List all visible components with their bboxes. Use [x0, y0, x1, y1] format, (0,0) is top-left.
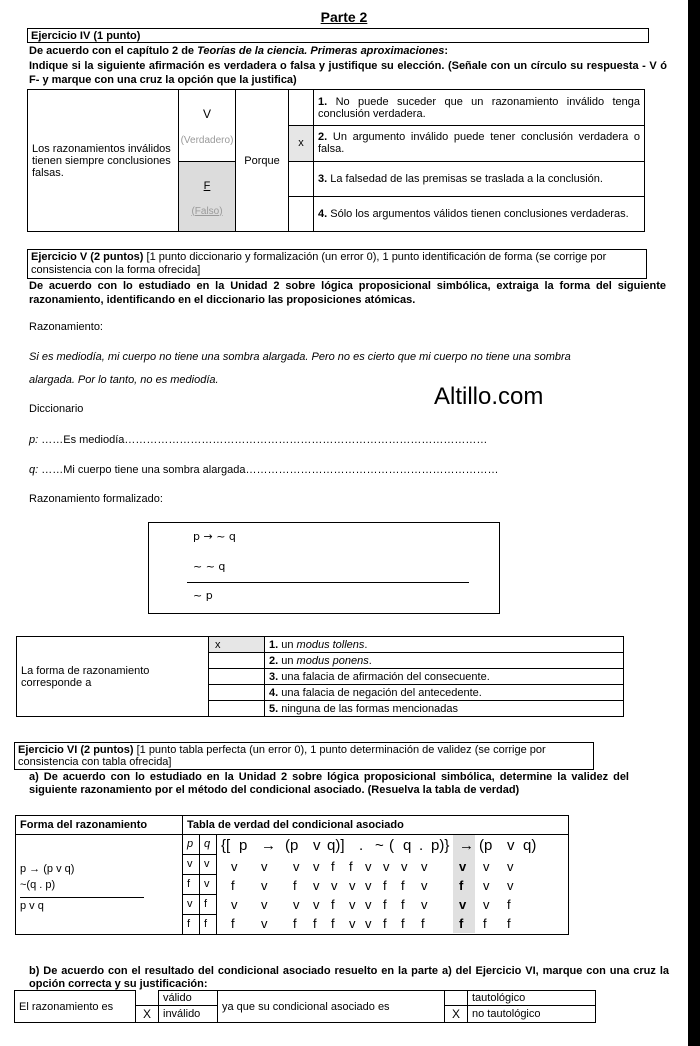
truth-value: f: [383, 878, 387, 893]
valido-option: válido: [159, 991, 218, 1006]
q-column: [200, 835, 217, 935]
p-row-3: v: [183, 895, 199, 915]
ej4-mark-2: x: [289, 126, 314, 161]
formula-token: v: [313, 837, 321, 854]
tautologico-option: tautológico: [468, 991, 596, 1006]
ej4-mark-3: [289, 161, 314, 196]
truth-value: f: [231, 916, 235, 931]
premisa-2: ~(q . p): [20, 879, 56, 891]
invalido-option: inválido: [159, 1006, 218, 1023]
premisa-1: p → (p v q): [20, 863, 75, 875]
ej6-b-instructions: b) De acuerdo con el resultado del condicional asociado resuelto en la parte a) del Ejercicio VI, marque con una cruz la opción correcta y su justificación:: [29, 965, 669, 990]
premise-2: ~ ~ q: [193, 560, 226, 573]
truth-value: v: [261, 859, 268, 874]
mark-valido: [136, 991, 159, 1006]
no-tautologico-option: no tautológico: [468, 1006, 596, 1023]
conclusion-line: [187, 582, 469, 583]
ej4-v-word: (Verdadero): [180, 134, 234, 146]
truth-value: f: [383, 897, 387, 912]
truth-value: f: [231, 878, 235, 893]
truth-value: f: [459, 916, 464, 931]
col-forma-header: Forma del razonamiento: [16, 816, 183, 835]
ej4-table: [27, 89, 645, 232]
ej4-mark-1: [289, 90, 314, 126]
truth-value: v: [313, 859, 320, 874]
p-row-4: f: [187, 918, 191, 930]
forma-mark-5: [209, 701, 265, 717]
mark-invalido: X: [136, 1006, 159, 1023]
dict-q: q: ……Mi cuerpo tiene una sombra alargada……………………………………………………………: [29, 464, 499, 476]
formula-token: .: [419, 837, 424, 854]
ej4-statement: Los razonamientos inválidos tienen siempre conclusiones falsas.: [28, 90, 179, 232]
forma-mark-4: [209, 685, 265, 701]
ej4-f-word: (Falso): [191, 205, 223, 217]
formula-token: →: [459, 837, 474, 854]
formula-token: →: [261, 837, 276, 854]
truth-value: f: [383, 916, 387, 931]
formula-cell: [217, 835, 569, 935]
diccionario-label: Diccionario: [29, 403, 84, 415]
ya-que-text: ya que su condicional asociado es: [218, 991, 445, 1023]
conclusion: ~ p: [193, 589, 213, 602]
q-row-2: v: [200, 875, 216, 895]
truth-value: f: [331, 897, 335, 912]
truth-value: v: [421, 859, 428, 874]
formula-token: p)}: [431, 837, 450, 854]
b-label: El razonamiento es: [15, 991, 136, 1023]
truth-table: [15, 815, 569, 935]
truth-value: v: [261, 916, 268, 931]
formula-token: q): [523, 837, 537, 854]
truth-value: f: [483, 916, 487, 931]
forma-mark-2: [209, 653, 265, 669]
forma-table: [16, 636, 624, 717]
ej4-false-cell: [179, 161, 236, 232]
truth-value: v: [349, 878, 356, 893]
answer-table: [14, 990, 596, 1023]
formula-token: v: [507, 837, 515, 854]
truth-value: v: [293, 897, 300, 912]
truth-value: v: [401, 859, 408, 874]
forma-option-2: 2. un modus ponens.: [265, 653, 624, 669]
truth-value: f: [507, 897, 511, 912]
formula-token: ~: [375, 837, 384, 854]
truth-value: f: [331, 859, 335, 874]
ej4-true-cell: [179, 90, 236, 162]
razonamiento-label: Razonamiento:: [29, 321, 103, 333]
dict-p: p: ……Es mediodía………………………………………………………………………………………: [29, 434, 488, 446]
truth-value: f: [293, 916, 297, 931]
q-header: q: [200, 835, 216, 855]
watermark: Altillo.com: [434, 383, 544, 410]
truth-value: v: [293, 859, 300, 874]
q-row-3: f: [200, 895, 216, 915]
truth-value: v: [365, 897, 372, 912]
truth-value: v: [507, 859, 514, 874]
truth-value: v: [483, 897, 490, 912]
truth-value: v: [261, 897, 268, 912]
conclusion-pvq: p v q: [20, 900, 44, 912]
truth-value: v: [365, 878, 372, 893]
truth-value: f: [401, 897, 405, 912]
formalizado-label: Razonamiento formalizado:: [29, 493, 163, 505]
truth-value: v: [349, 916, 356, 931]
ej4-v-label: V: [202, 106, 211, 121]
formula-token: q: [403, 837, 412, 854]
truth-value: v: [507, 878, 514, 893]
formula-token: {[: [221, 837, 231, 854]
p-header: p: [183, 835, 199, 855]
formula-token: (p: [285, 837, 299, 854]
truth-value: f: [313, 916, 317, 931]
truth-value: f: [293, 878, 297, 893]
forma-option-4: 4. una falacia de negación del antecedente.: [265, 685, 624, 701]
ej6-title: Ejercicio VI (2 puntos) [1 punto tabla perfecta (un error 0), 1 punto determinación de validez (se corrige por consistencia con tabla ofrecida]: [14, 742, 594, 770]
truth-value: f: [401, 878, 405, 893]
truth-value: f: [421, 916, 425, 931]
truth-value: v: [483, 859, 490, 874]
ej4-option-2: 2. Un argumento inválido puede tener conclusión verdadera o falsa.: [314, 126, 645, 161]
truth-value: v: [421, 878, 428, 893]
ej4-title: Ejercicio IV (1 punto): [27, 28, 649, 43]
forma-cell: [16, 835, 183, 935]
truth-value: v: [383, 859, 390, 874]
ej4-f-label: F: [203, 179, 211, 192]
forma-mark-3: [209, 669, 265, 685]
forma-option-3: 3. una falacia de afirmación del consecuente.: [265, 669, 624, 685]
p-column: [183, 835, 200, 935]
ej5-instructions: De acuerdo con lo estudiado en la Unidad 2 sobre lógica proposicional simbólica, extraiga la forma del siguiente razonamiento, identificando en el diccionario las proposiciones atómicas.: [29, 280, 666, 306]
ej6-a-instructions: a) De acuerdo con lo estudiado en la Unidad 2 sobre lógica proposicional simbólica, determine la validez del siguiente razonamiento por el método del condicional asociado. (Resuelva la tabla de verdad): [29, 771, 629, 796]
ej5-title: Ejercicio V (2 puntos) [1 punto diccionario y formalización (un error 0), 1 punto identificación de forma (se corrige por consistencia con la forma ofrecida]: [27, 249, 647, 279]
forma-option-1: 1. un modus tollens.: [265, 637, 624, 653]
ej4-option-1: 1. No puede suceder que un razonamiento inválido tenga conclusión verdadera.: [314, 90, 645, 126]
truth-value: v: [349, 897, 356, 912]
col-tabla-header: Tabla de verdad del condicional asociado: [183, 816, 569, 835]
truth-value: v: [331, 878, 338, 893]
truth-value: f: [459, 878, 464, 893]
truth-value: v: [365, 859, 372, 874]
truth-value: v: [313, 878, 320, 893]
formal-box: [148, 522, 500, 614]
ej4-instructions: Indique si la siguiente afirmación es verdadera o falsa y justifique su elección. (Señale con un círculo su respuesta - V ó F- y marque con una cruz la opción que la justifica): [29, 60, 667, 86]
premise-1: p → ~ q: [193, 530, 236, 543]
razonamiento-line-2: alargada. Por lo tanto, no es mediodía.: [29, 374, 219, 386]
ej4-mark-4: [289, 196, 314, 231]
formula-token: p: [239, 837, 248, 854]
formula-token: (p: [479, 837, 493, 854]
forma-option-5: 5. ninguna de las formas mencionadas: [265, 701, 624, 717]
ej4-porque: Porque: [236, 90, 289, 232]
page-edge-bar: [688, 0, 700, 1046]
formula-grid: [217, 835, 568, 933]
ej4-option-4: 4. Sólo los argumentos válidos tienen conclusiones verdaderas.: [314, 196, 645, 231]
truth-value: v: [365, 916, 372, 931]
truth-value: v: [459, 897, 467, 912]
q-row-1: v: [200, 855, 216, 875]
truth-value: f: [331, 916, 335, 931]
q-row-4: f: [204, 918, 208, 930]
truth-value: v: [459, 859, 467, 874]
formula-token: .: [359, 837, 364, 854]
page-title: Parte 2: [320, 9, 368, 25]
mark-tautologico: [445, 991, 468, 1006]
ej4-option-3: 3. La falsedad de las premisas se traslada a la conclusión.: [314, 161, 645, 196]
formula-token: (: [389, 837, 394, 854]
mark-no-tautologico: X: [445, 1006, 468, 1023]
p-row-2: f: [183, 875, 199, 895]
razonamiento-line-1: Si es mediodía, mi cuerpo no tiene una sombra alargada. Pero no es cierto que mi cuerpo no tiene una sombra: [29, 351, 571, 363]
truth-value: v: [261, 878, 268, 893]
forma-mark-1: x: [209, 637, 265, 653]
truth-value: v: [483, 878, 490, 893]
conclusion-rule: [20, 897, 144, 898]
truth-value: f: [507, 916, 511, 931]
ej4-intro: De acuerdo con el capítulo 2 de Teorías de la ciencia. Primeras aproximaciones:: [29, 45, 448, 57]
formula-token: q)]: [327, 837, 345, 854]
p-row-1: v: [183, 855, 199, 875]
forma-label: La forma de razonamiento corresponde a: [17, 637, 209, 717]
truth-value: f: [349, 859, 353, 874]
truth-value: f: [401, 916, 405, 931]
truth-value: v: [231, 859, 238, 874]
truth-value: v: [421, 897, 428, 912]
truth-value: v: [231, 897, 238, 912]
truth-value: v: [313, 897, 320, 912]
